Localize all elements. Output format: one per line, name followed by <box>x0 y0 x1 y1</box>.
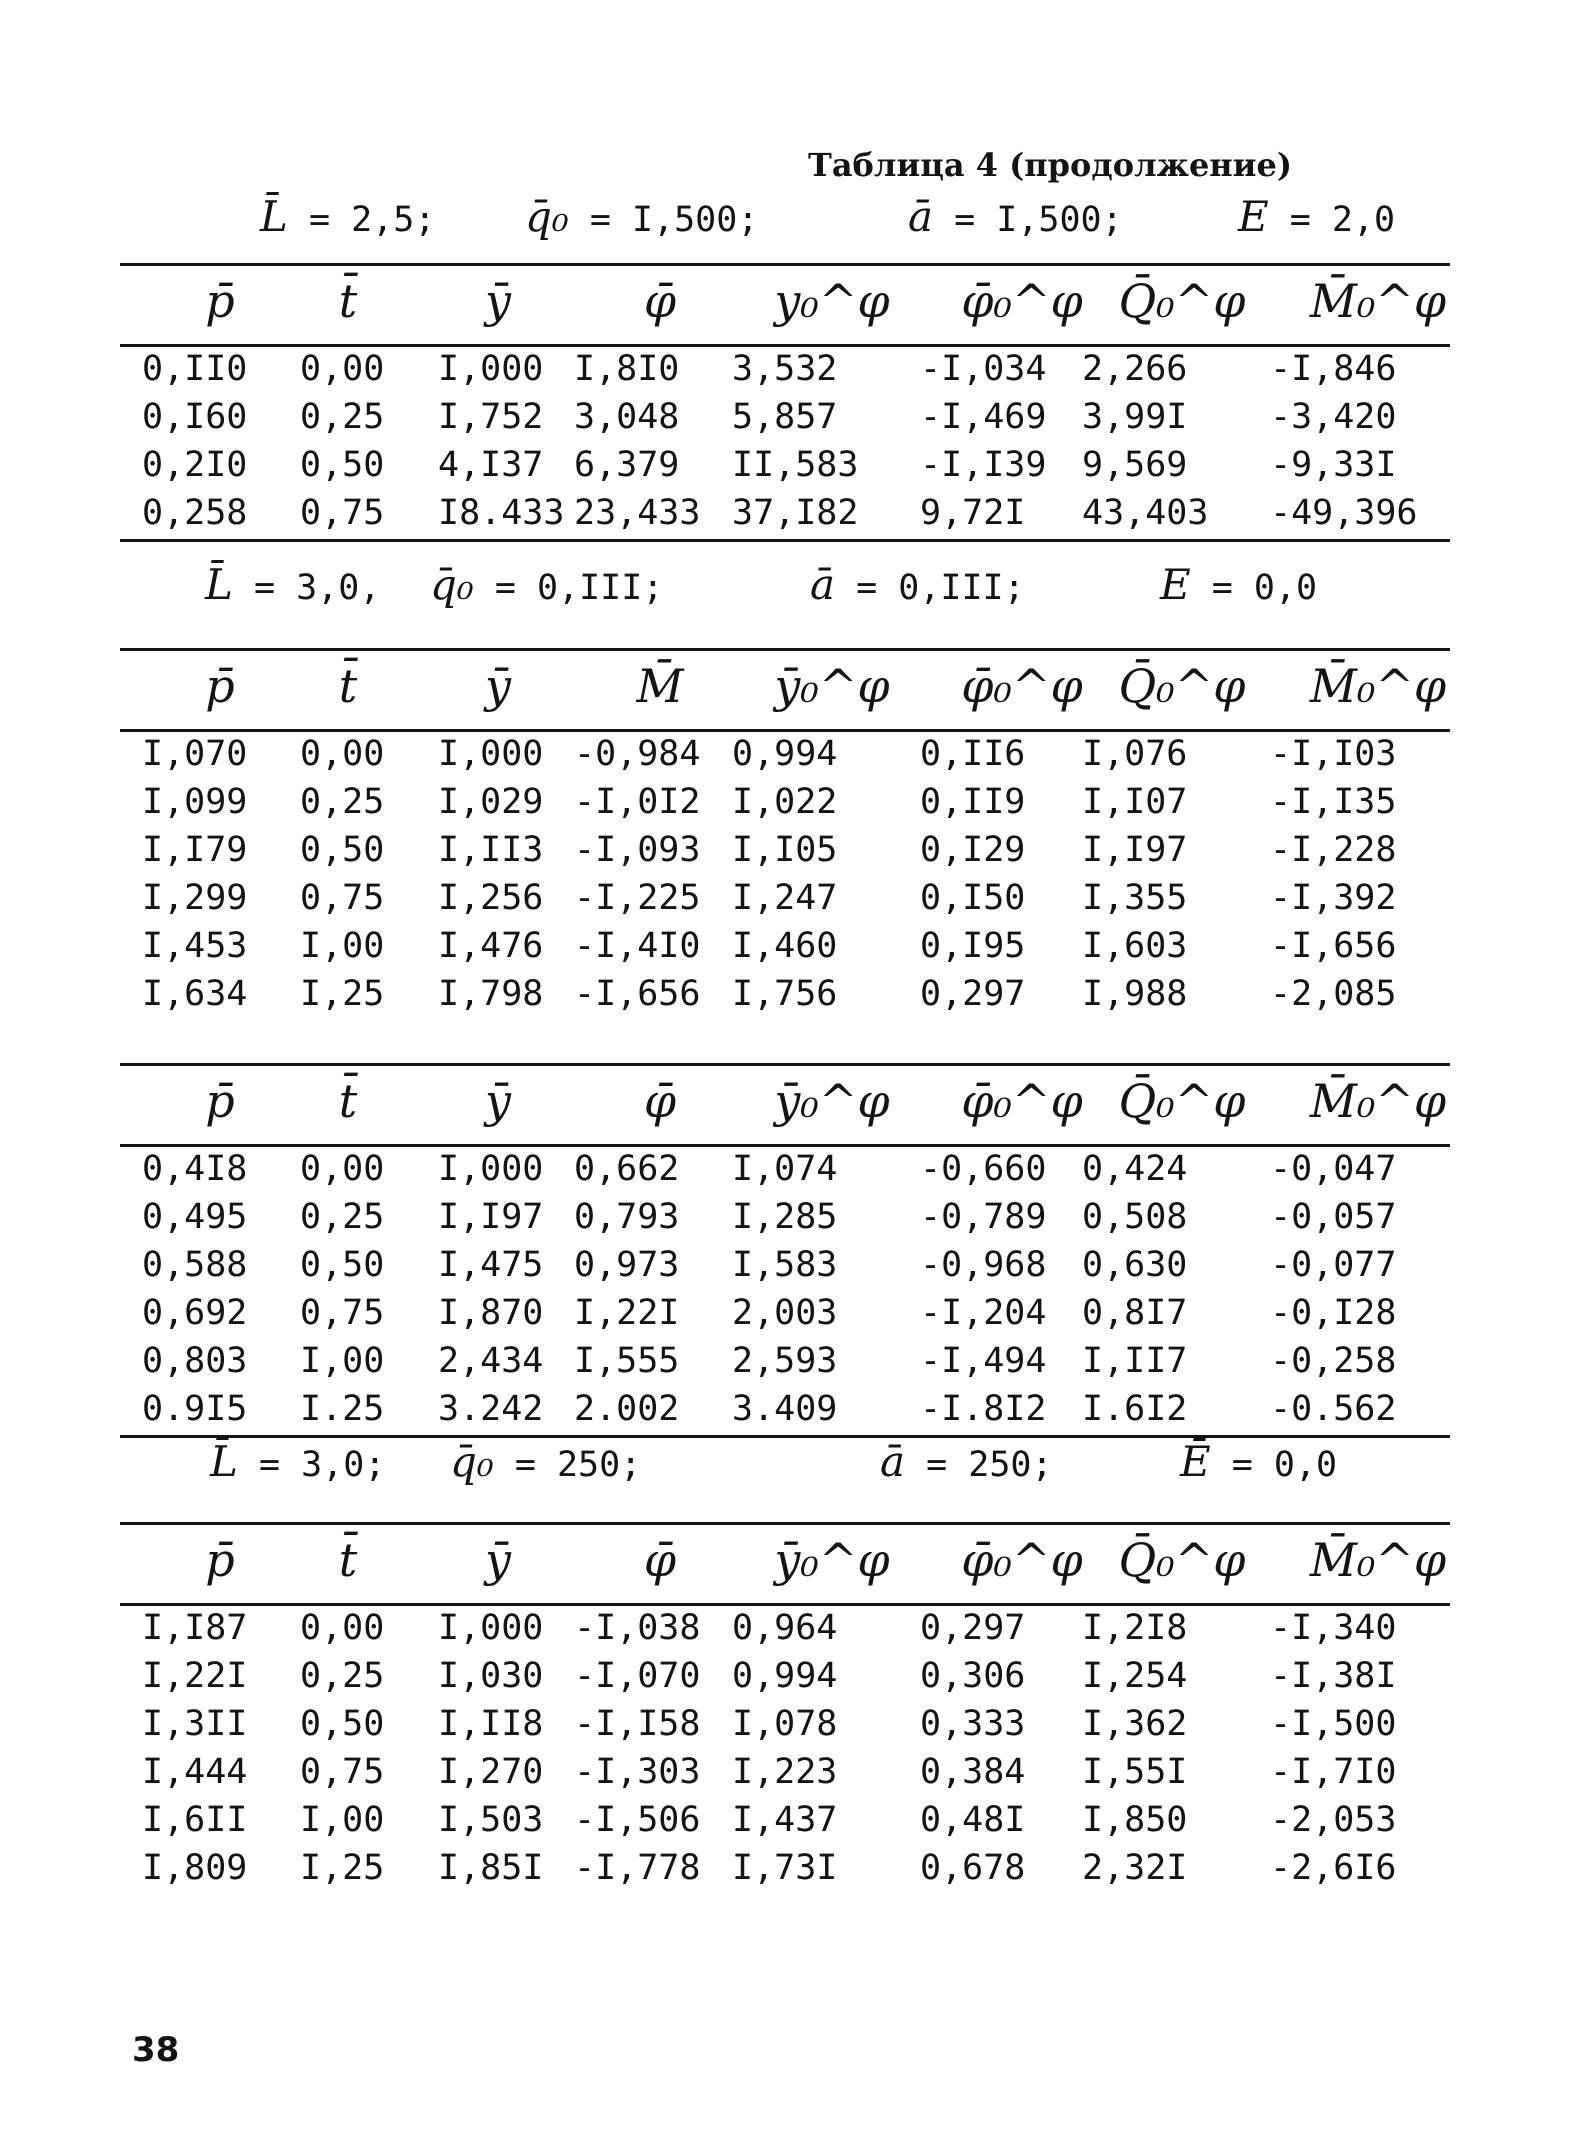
table-cell: -I,506 <box>574 1800 701 1840</box>
table-row <box>120 1750 1450 1798</box>
table-cell: 0,803 <box>142 1341 248 1381</box>
table-cell: I,000 <box>438 349 544 389</box>
table-cell: 0,384 <box>920 1752 1026 1792</box>
table-cell: 0,662 <box>574 1149 680 1189</box>
table-cell: 0,48I <box>920 1800 1026 1840</box>
table-cell: I,074 <box>732 1149 838 1189</box>
table-cell: 0,I95 <box>920 926 1026 966</box>
table-cell: 0.9I5 <box>142 1389 248 1429</box>
table-cell: I,029 <box>438 782 544 822</box>
table-cell: I,I07 <box>1082 782 1188 822</box>
table-cell: I,000 <box>438 1149 544 1189</box>
table-cell: I8.433 <box>438 493 565 533</box>
header-q0phi: Q̄₀^φ <box>1118 274 1246 328</box>
table-cell: I,II8 <box>438 1704 544 1744</box>
table-cell: I,6II <box>142 1800 248 1840</box>
table-cell: I,583 <box>732 1245 838 1285</box>
table-cell: -0,984 <box>574 734 701 774</box>
table-cell: I,85I <box>438 1848 544 1888</box>
table-cell: I,256 <box>438 878 544 918</box>
table-row <box>120 1606 1450 1654</box>
table-cell: -0,968 <box>920 1245 1047 1285</box>
table-cell: -I,I03 <box>1270 734 1397 774</box>
table-cell: I,000 <box>438 1608 544 1648</box>
table-cell: 2,003 <box>732 1293 838 1333</box>
table-cell: 0,75 <box>300 878 385 918</box>
table-cell: -I,225 <box>574 878 701 918</box>
header-y: ȳ <box>485 274 511 328</box>
table-cell: I,000 <box>438 734 544 774</box>
table-cell: I,809 <box>142 1848 248 1888</box>
param-a: ā = 0,III; <box>810 560 1025 609</box>
table-cell: I,070 <box>142 734 248 774</box>
table-cell: I,2I8 <box>1082 1608 1188 1648</box>
param-a: ā = 250; <box>880 1437 1053 1486</box>
header-y: ȳ <box>485 659 511 713</box>
table-cell: I,00 <box>300 1341 385 1381</box>
table-cell: 0,50 <box>300 1245 385 1285</box>
table-cell: -I,I35 <box>1270 782 1397 822</box>
header-phi0phi: φ̄₀^φ <box>961 659 1083 713</box>
table-cell: I,460 <box>732 926 838 966</box>
table-cell: 0,25 <box>300 782 385 822</box>
table-cell: I,756 <box>732 974 838 1014</box>
table-row <box>120 347 1450 395</box>
table-cell: 23,433 <box>574 493 701 533</box>
param-e: E = 0,0 <box>1160 560 1318 609</box>
header-phi: φ̄ <box>643 1533 677 1587</box>
table-cell: 6,379 <box>574 445 680 485</box>
table-cell: 0,8I7 <box>1082 1293 1188 1333</box>
table-cell: -0,057 <box>1270 1197 1397 1237</box>
table-cell: 2,434 <box>438 1341 544 1381</box>
table-cell: I,475 <box>438 1245 544 1285</box>
table-cell: -I,340 <box>1270 1608 1397 1648</box>
table-cell: I,II3 <box>438 830 544 870</box>
table-row <box>120 1846 1450 1894</box>
table-cell: 37,I82 <box>732 493 859 533</box>
table-body <box>120 347 1450 539</box>
table-cell: I,453 <box>142 926 248 966</box>
table-cell: 0,424 <box>1082 1149 1188 1189</box>
table-cell: I,II7 <box>1082 1341 1188 1381</box>
table-row <box>120 732 1450 780</box>
table-cell: 0,II0 <box>142 349 248 389</box>
table-block-1 <box>120 263 1450 542</box>
table-cell: I,752 <box>438 397 544 437</box>
table-cell: -I,656 <box>574 974 701 1014</box>
header-m0phi: M̄₀^φ <box>1309 659 1447 713</box>
params-block-1 <box>120 192 1450 248</box>
table-cell: 43,403 <box>1082 493 1209 533</box>
header-m: M̄ <box>636 659 684 713</box>
header-m0phi: M̄₀^φ <box>1309 1533 1447 1587</box>
table-cell: I,988 <box>1082 974 1188 1014</box>
table-cell: 0,306 <box>920 1656 1026 1696</box>
table-cell: 0,4I8 <box>142 1149 248 1189</box>
table-cell: -0.562 <box>1270 1389 1397 1429</box>
table-cell: -I,500 <box>1270 1704 1397 1744</box>
table-cell: 0,25 <box>300 397 385 437</box>
table-cell: -I,7I0 <box>1270 1752 1397 1792</box>
table-cell: I,555 <box>574 1341 680 1381</box>
table-cell: I,078 <box>732 1704 838 1744</box>
table-cell: -0,047 <box>1270 1149 1397 1189</box>
table-cell: I,223 <box>732 1752 838 1792</box>
table-cell: I,00 <box>300 1800 385 1840</box>
table-cell: -0,I28 <box>1270 1293 1397 1333</box>
table-cell: -I,846 <box>1270 349 1397 389</box>
header-y: ȳ <box>485 1533 511 1587</box>
table-cell: 0,297 <box>920 974 1026 1014</box>
table-block-4 <box>120 1522 1450 1894</box>
header-y0phi: ȳ₀^φ <box>774 1074 890 1128</box>
table-cell: 0,50 <box>300 830 385 870</box>
table-row <box>120 1291 1450 1339</box>
table-cell: 0,973 <box>574 1245 680 1285</box>
table-cell: 0,II6 <box>920 734 1026 774</box>
table-cell: 0,50 <box>300 445 385 485</box>
table-cell: -2,085 <box>1270 974 1397 1014</box>
table-cell: -0,077 <box>1270 1245 1397 1285</box>
table-caption: Таблица 4 (продолжение) <box>808 146 1292 184</box>
table-row <box>120 1195 1450 1243</box>
table-cell: -I,I58 <box>574 1704 701 1744</box>
header-phi0phi: φ̄₀^φ <box>961 1074 1083 1128</box>
table-cell: 3.409 <box>732 1389 838 1429</box>
header-p: p̄ <box>205 1533 235 1587</box>
table-cell: 0,495 <box>142 1197 248 1237</box>
table-cell: I,I97 <box>438 1197 544 1237</box>
table-cell: -I,070 <box>574 1656 701 1696</box>
table-cell: 0,25 <box>300 1197 385 1237</box>
table-cell: -I,204 <box>920 1293 1047 1333</box>
table-row <box>120 924 1450 972</box>
table-cell: -0,258 <box>1270 1341 1397 1381</box>
table-cell: 0,333 <box>920 1704 1026 1744</box>
table-row <box>120 1339 1450 1387</box>
table-cell: -I,228 <box>1270 830 1397 870</box>
table-cell: -I.8I2 <box>920 1389 1047 1429</box>
page-number: 38 <box>132 2030 180 2070</box>
table-cell: I,I05 <box>732 830 838 870</box>
table-cell: -I,034 <box>920 349 1047 389</box>
table-row <box>120 1147 1450 1195</box>
table-cell: I,73I <box>732 1848 838 1888</box>
table-cell: II,583 <box>732 445 859 485</box>
table-body <box>120 732 1450 1020</box>
table-cell: 0,25 <box>300 1656 385 1696</box>
table-cell: I,25 <box>300 1848 385 1888</box>
table-cell: 0,I50 <box>920 878 1026 918</box>
table-cell: I,285 <box>732 1197 838 1237</box>
table-cell: 2,266 <box>1082 349 1188 389</box>
header-y0phi: ȳ₀^φ <box>774 1533 890 1587</box>
table-cell: 0,258 <box>142 493 248 533</box>
table-cell: -0,789 <box>920 1197 1047 1237</box>
table-cell: 0,75 <box>300 1293 385 1333</box>
table-cell: 2,593 <box>732 1341 838 1381</box>
table-cell: I,22I <box>142 1656 248 1696</box>
table-cell: I,I79 <box>142 830 248 870</box>
table-row <box>120 1243 1450 1291</box>
table-cell: -I,778 <box>574 1848 701 1888</box>
param-q0: q̄₀ = 0,III; <box>430 560 664 609</box>
header-m0phi: M̄₀^φ <box>1309 274 1447 328</box>
table-cell: I,603 <box>1082 926 1188 966</box>
param-e: E = 2,0 <box>1238 192 1396 241</box>
table-cell: I,099 <box>142 782 248 822</box>
table-cell: 3.242 <box>438 1389 544 1429</box>
table-cell: 0,75 <box>300 1752 385 1792</box>
table-row <box>120 395 1450 443</box>
table-cell: 0,692 <box>142 1293 248 1333</box>
table-block-2 <box>120 648 1450 1020</box>
header-t: t̄ <box>338 1533 358 1587</box>
table-row <box>120 780 1450 828</box>
table-cell: -I,038 <box>574 1608 701 1648</box>
table-cell: -I,093 <box>574 830 701 870</box>
table-row <box>120 972 1450 1020</box>
table-cell: -I,392 <box>1270 878 1397 918</box>
table-cell: I,00 <box>300 926 385 966</box>
header-p: p̄ <box>205 659 235 713</box>
table-cell: I,I87 <box>142 1608 248 1648</box>
table-cell: 4,I37 <box>438 445 544 485</box>
param-l: L̄ = 3,0; <box>210 1437 386 1486</box>
table-cell: I,798 <box>438 974 544 1014</box>
table-row <box>120 443 1450 491</box>
table-cell: I,022 <box>732 782 838 822</box>
header-t: t̄ <box>338 1074 358 1128</box>
table-cell: I,503 <box>438 1800 544 1840</box>
table-cell: I.6I2 <box>1082 1389 1188 1429</box>
table-cell: -3,420 <box>1270 397 1397 437</box>
table-cell: I,444 <box>142 1752 248 1792</box>
table-cell: I,270 <box>438 1752 544 1792</box>
table-cell: -49,396 <box>1270 493 1418 533</box>
table-cell: -I,656 <box>1270 926 1397 966</box>
table-cell: -I,0I2 <box>574 782 701 822</box>
table-block-3 <box>120 1063 1450 1438</box>
table-cell: -I,494 <box>920 1341 1047 1381</box>
header-q0phi: Q̄₀^φ <box>1118 1533 1246 1587</box>
table-cell: 3,048 <box>574 397 680 437</box>
header-y0phi: ȳ₀^φ <box>774 659 890 713</box>
table-row <box>120 491 1450 539</box>
table-row <box>120 876 1450 924</box>
table-row <box>120 1798 1450 1846</box>
table-cell: 0,678 <box>920 1848 1026 1888</box>
table-header <box>120 651 1450 732</box>
table-cell: I,355 <box>1082 878 1188 918</box>
table-cell: 0,964 <box>732 1608 838 1648</box>
table-cell: 0,297 <box>920 1608 1026 1648</box>
table-cell: I,299 <box>142 878 248 918</box>
param-l: L̄ = 2,5; <box>260 192 436 241</box>
table-cell: I,076 <box>1082 734 1188 774</box>
table-cell: 3,99I <box>1082 397 1188 437</box>
table-header <box>120 1066 1450 1147</box>
table-cell: I,634 <box>142 974 248 1014</box>
table-cell: -2,6I6 <box>1270 1848 1397 1888</box>
header-y: ȳ <box>485 1074 511 1128</box>
params-block-4 <box>120 1437 1450 1493</box>
table-cell: 0,630 <box>1082 1245 1188 1285</box>
header-t: t̄ <box>338 659 358 713</box>
header-q0phi: Q̄₀^φ <box>1118 1074 1246 1128</box>
header-y0phi: y₀^φ <box>774 274 890 328</box>
header-phi0phi: φ̄₀^φ <box>961 274 1083 328</box>
table-cell: 0,2I0 <box>142 445 248 485</box>
table-cell: I,247 <box>732 878 838 918</box>
table-row <box>120 1702 1450 1750</box>
header-phi0phi: φ̄₀^φ <box>961 1533 1083 1587</box>
table-cell: 0,994 <box>732 734 838 774</box>
param-l: L̄ = 3,0, <box>205 560 381 609</box>
table-cell: 2,32I <box>1082 1848 1188 1888</box>
table-cell: 0,508 <box>1082 1197 1188 1237</box>
table-row <box>120 828 1450 876</box>
table-row <box>120 1654 1450 1702</box>
header-m0phi: M̄₀^φ <box>1309 1074 1447 1128</box>
table-cell: I,476 <box>438 926 544 966</box>
table-cell: I,030 <box>438 1656 544 1696</box>
table-body <box>120 1606 1450 1894</box>
table-cell: 5,857 <box>732 397 838 437</box>
header-phi: φ̄ <box>643 274 677 328</box>
table-cell: I.25 <box>300 1389 385 1429</box>
table-cell: I,8I0 <box>574 349 680 389</box>
table-cell: I,22I <box>574 1293 680 1333</box>
table-cell: I,254 <box>1082 1656 1188 1696</box>
table-cell: 0,793 <box>574 1197 680 1237</box>
param-a: ā = I,500; <box>908 192 1123 241</box>
table-header <box>120 266 1450 347</box>
table-cell: 0,00 <box>300 349 385 389</box>
table-cell: 0,I29 <box>920 830 1026 870</box>
table-cell: 0,00 <box>300 1149 385 1189</box>
table-cell: 0,50 <box>300 1704 385 1744</box>
table-cell: -I,303 <box>574 1752 701 1792</box>
table-cell: I,362 <box>1082 1704 1188 1744</box>
param-e: Ē = 0,0 <box>1180 1437 1338 1486</box>
table-cell: 0,588 <box>142 1245 248 1285</box>
table-cell: -0,660 <box>920 1149 1047 1189</box>
table-cell: -I,38I <box>1270 1656 1397 1696</box>
table-cell: I,I97 <box>1082 830 1188 870</box>
table-cell: -I,469 <box>920 397 1047 437</box>
table-cell: I,850 <box>1082 1800 1188 1840</box>
param-q0: q̄₀ = 250; <box>450 1437 642 1486</box>
params-block-2 <box>120 560 1450 616</box>
table-cell: 3,532 <box>732 349 838 389</box>
table-cell: 0,00 <box>300 1608 385 1648</box>
table-cell: 9,569 <box>1082 445 1188 485</box>
table-cell: -I,I39 <box>920 445 1047 485</box>
param-q0: q̄₀ = I,500; <box>525 192 759 241</box>
table-cell: I,3II <box>142 1704 248 1744</box>
table-cell: -9,33I <box>1270 445 1397 485</box>
table-header <box>120 1525 1450 1606</box>
table-cell: -2,053 <box>1270 1800 1397 1840</box>
header-t: t̄ <box>338 274 358 328</box>
header-phi: φ̄ <box>643 1074 677 1128</box>
table-cell: 9,72I <box>920 493 1026 533</box>
table-cell: I,437 <box>732 1800 838 1840</box>
table-cell: -I,4I0 <box>574 926 701 966</box>
table-cell: I,870 <box>438 1293 544 1333</box>
table-cell: 2.002 <box>574 1389 680 1429</box>
table-row <box>120 1387 1450 1435</box>
table-cell: 0,75 <box>300 493 385 533</box>
header-q0phi: Q̄₀^φ <box>1118 659 1246 713</box>
header-p: p̄ <box>205 274 235 328</box>
table-body <box>120 1147 1450 1435</box>
table-cell: 0,994 <box>732 1656 838 1696</box>
table-cell: 0,I60 <box>142 397 248 437</box>
table-cell: I,25 <box>300 974 385 1014</box>
table-cell: 0,00 <box>300 734 385 774</box>
table-cell: I,55I <box>1082 1752 1188 1792</box>
header-p: p̄ <box>205 1074 235 1128</box>
table-cell: 0,II9 <box>920 782 1026 822</box>
